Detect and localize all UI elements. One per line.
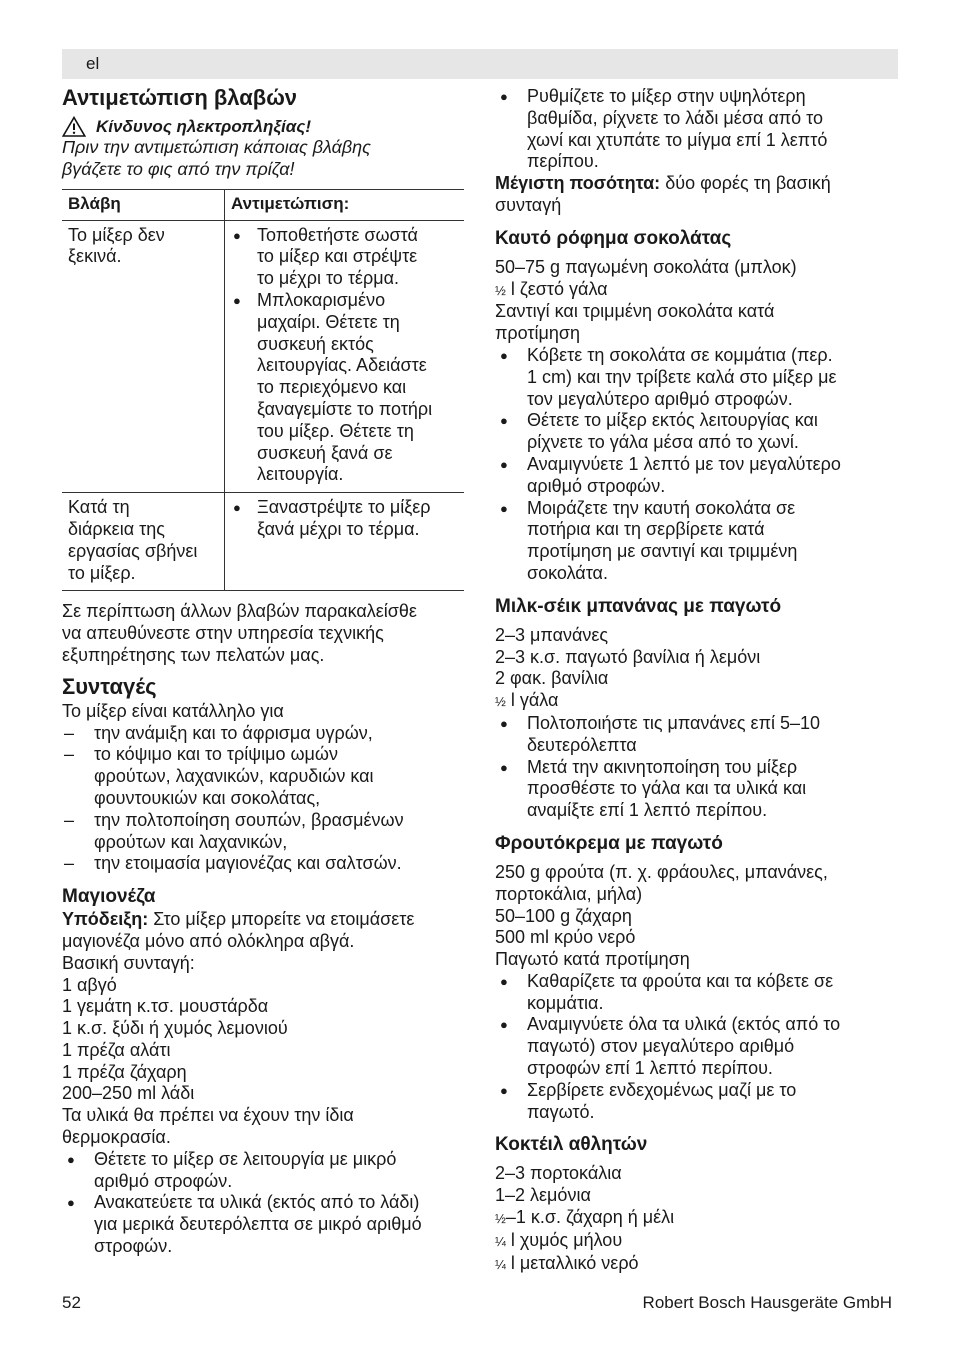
mayo-step: [62, 1149, 464, 1193]
text-line: [62, 909, 464, 931]
ingredient-text: –1 κ.σ. ζάχαρη ή μέλι: [505, 1207, 675, 1228]
fraction: ½: [495, 282, 506, 298]
text-line: θερμοκρασία.: [62, 1127, 171, 1148]
max-label: Μέγιστη ποσότητα:: [495, 173, 661, 194]
text-line: ● Ανακατεύετε τα υλικά (εκτός από το λάδι): [94, 1192, 420, 1213]
text-line: φουντουκιών και σοκολάτας,: [94, 787, 321, 808]
ingredient: 1–2 λεμόνια: [495, 1185, 591, 1206]
text-line: προτίμηση: [495, 323, 581, 344]
table-header-fault: Βλάβη: [62, 189, 225, 220]
troubleshooting-table: [62, 189, 464, 592]
max-text: δύο φορές τη βασική: [665, 173, 831, 194]
text-line: ● Ρυθμίζετε το μίξερ στην υψηλότερη: [527, 86, 806, 106]
fraction: ¼: [495, 1233, 506, 1249]
note-text: Στο μίξερ μπορείτε να ετοιμάσετε: [153, 909, 415, 930]
text-line: συνταγή: [495, 194, 562, 215]
choc-step: [495, 345, 898, 410]
recipes-intro: Το μίξερ είναι κατάλληλο για: [62, 700, 284, 721]
shake-title: Μιλκ-σέικ μπανάνας με παγωτό: [495, 595, 782, 617]
text-line: συσκευή ξανά σε: [257, 442, 393, 463]
text-line: ρίχνετε το γάλα μέσα από το χωνί.: [527, 432, 799, 453]
remedy-item: [231, 497, 458, 541]
text-line: αριθμό στροφών.: [527, 475, 666, 496]
text-line: 500 ml κρύο νερό: [495, 927, 636, 948]
fault-cell: [62, 493, 225, 591]
text-line: ξαναγεμίστε το ποτήρι: [257, 398, 433, 419]
text-line: να απευθύνεστε στην υπηρεσία τεχνικής: [62, 623, 384, 644]
text-line: μαχαίρι. Θέτετε τη: [257, 311, 400, 332]
text-line: εργασίας σβήνει: [68, 540, 198, 561]
fraction: ¼: [495, 1256, 506, 1272]
text-line: 1 πρέζα αλάτι: [62, 1039, 171, 1060]
mayo-step: [62, 1192, 464, 1257]
text-line: λειτουργίας. Αδειάστε: [257, 355, 427, 376]
ingredient-text: l γάλα: [505, 690, 559, 711]
choc-step: [495, 410, 898, 454]
use-item: [62, 744, 464, 809]
fraction: ½: [495, 1211, 506, 1227]
cocktail-title: Κοκτέιλ αθλητών: [495, 1134, 648, 1156]
text-line: Βασική συνταγή:: [62, 952, 195, 973]
text-line: πορτοκάλια, μήλα): [495, 883, 643, 904]
footer-company: Robert Bosch Hausgeräte GmbH: [642, 1293, 892, 1312]
recipes-title: Συνταγές: [62, 673, 157, 699]
warning-text: [62, 137, 464, 181]
remedy-cell: [225, 220, 465, 493]
text-line: – την ανάμιξη και το άφρισμα υγρών,: [94, 722, 373, 743]
text-line: ● Τοποθετήστε σωστά: [257, 224, 418, 245]
text-line: προσθέστε το γάλα και τα υλικά και: [527, 778, 807, 799]
text-line: λειτουργία.: [257, 464, 344, 485]
warning-title: Κίνδυνος ηλεκτροπληξίας!: [96, 116, 311, 136]
text-line: παγωτό) στον μεγαλύτερο αριθμό: [527, 1036, 795, 1057]
text-line: [495, 173, 898, 195]
troubleshooting-title: Αντιμετώπιση βλαβών: [62, 85, 298, 110]
text-line: – την ετοιμασία μαγιονέζας και σαλτσών.: [94, 853, 402, 874]
mayo-note: [62, 909, 464, 953]
text-line: Πριν την αντιμετώπιση κάποιας βλάβης: [62, 137, 371, 157]
ingredient: 2–3 πορτοκάλια: [495, 1163, 622, 1184]
text-line: βαθμίδα, ρίχνετε το λάδι μέσα από το: [527, 107, 824, 128]
text-line: μαγιονέζα μόνο από ολόκληρα αβγά.: [62, 930, 355, 951]
fruit-title: Φρουτόκρεμα με παγωτό: [495, 832, 723, 854]
text-line: Παγωτό κατά προτίμηση: [495, 949, 690, 970]
ingredient: [495, 279, 898, 302]
text-line: ξανά μέχρι το τέρμα.: [257, 518, 420, 539]
shake-step: [495, 713, 898, 757]
warning-heading: [62, 116, 464, 137]
remedy-item: [231, 225, 458, 290]
text-line: ● Μοιράζετε την καυτή σοκολάτα σε: [527, 497, 796, 518]
text-line: το μέχρι το τέρμα.: [257, 268, 399, 289]
text-line: Σε περίπτωση άλλων βλαβών παρακαλείσθε: [62, 601, 417, 622]
text-line: συσκευή εκτός: [257, 333, 374, 354]
text-line: αναμίξτε επί 1 λεπτό περίπου.: [527, 800, 768, 821]
mayo-title: Μαγιονέζα: [62, 886, 156, 908]
use-item: [62, 723, 464, 745]
text-line: 1 κ.σ. ξύδι ή χυμός λεμονιού: [62, 1018, 288, 1039]
remedy-cell: [225, 493, 465, 591]
use-item: [62, 810, 464, 854]
text-line: βγάζετε το φις από την πρίζα!: [62, 158, 295, 179]
warning-triangle-icon: [62, 116, 86, 137]
shake-step: [495, 757, 898, 822]
text-line: 200–250 ml λάδι: [62, 1083, 195, 1104]
text-line: ● Ξαναστρέψτε το μίξερ: [257, 497, 431, 518]
text-line: το μίξερ και στρέψτε: [257, 246, 418, 267]
ingredients: [495, 862, 898, 971]
text-line: 1 αβγό: [62, 974, 117, 995]
text-line: ● Θέτετε το μίξερ εκτός λειτουργίας και: [527, 410, 818, 431]
max-quantity: [495, 173, 898, 217]
ingredient: [495, 1207, 898, 1230]
choc-step: [495, 498, 898, 585]
ingredient-text: l μεταλλικό νερό: [505, 1252, 639, 1273]
text-line: ξεκινά.: [68, 246, 122, 267]
text-line: κομμάτια.: [527, 992, 604, 1013]
ingredient: [495, 301, 898, 345]
text-line: 2 φακ. βανίλια: [495, 668, 609, 689]
text-line: παγωτό.: [527, 1101, 595, 1122]
language-bar: [62, 49, 898, 79]
text-line: Το μίξερ δεν: [68, 224, 165, 245]
text-line: ● Θέτετε το μίξερ σε λειτουργία με μικρό: [94, 1148, 397, 1169]
fraction: ½: [495, 694, 506, 710]
fruit-step: [495, 1080, 898, 1124]
text-line: του μίξερ. Θέτετε τη: [257, 420, 414, 441]
text-line: προτίμηση με σαντιγί και τριμμένη: [527, 541, 798, 562]
text-line: φρούτων και λαχανικών,: [94, 831, 288, 852]
text-line: σοκολάτα.: [527, 562, 608, 583]
ingredient-text: l χυμός μήλου: [505, 1229, 623, 1250]
text-line: ● Μπλοκαρισμένο: [257, 289, 386, 310]
text-line: – το κόψιμο και το τρίψιμο ωμών: [94, 744, 338, 765]
text-line: ● Κόβετε τη σοκολάτα σε κομμάτια (περ.: [527, 344, 833, 365]
right-column: [495, 86, 898, 1275]
left-column: [62, 84, 464, 1258]
text-line: 250 g φρούτα (π. χ. φράουλες, μπανάνες,: [495, 861, 828, 882]
fruit-step: [495, 1014, 898, 1079]
ingredient: [495, 690, 898, 713]
text-line: δευτερόλεπτα: [527, 734, 637, 755]
text-line: για μερικά δευτερόλεπτα σε μικρό αριθμό: [94, 1214, 422, 1235]
text-line: φρούτων, λαχανικών, καρυδιών και: [94, 766, 374, 787]
text-line: ποτήρια και τη σερβίρετε κατά: [527, 519, 765, 540]
text-line: εξυπηρέτησης των πελατών μας.: [62, 644, 325, 665]
fruit-step: [495, 971, 898, 1015]
text-line: 2–3 κ.σ. παγωτό βανίλια ή λεμόνι: [495, 646, 761, 667]
text-line: ● Πολτοποιήστε τις μπανάνες επί 5–10: [527, 712, 821, 733]
text-line: 50–100 g ζάχαρη: [495, 905, 632, 926]
other-faults-text: [62, 601, 464, 666]
page-number: 52: [62, 1293, 81, 1312]
ingredient: [495, 1230, 898, 1253]
mayo-ingredients: [62, 953, 464, 1149]
ingredient-text: l ζεστό γάλα: [505, 278, 608, 299]
ingredient: 50–75 g παγωμένη σοκολάτα (μπλοκ): [495, 256, 797, 277]
note-label: Υπόδειξη:: [62, 909, 149, 930]
text-line: Σαντιγί και τριμμένη σοκολάτα κατά: [495, 301, 775, 322]
text-line: ● Μετά την ακινητοποίηση του μίξερ: [527, 756, 798, 777]
text-line: 1 πρέζα ζάχαρη: [62, 1061, 187, 1082]
choc-title: Καυτό ρόφημα σοκολάτας: [495, 227, 732, 249]
text-line: – την πολτοποίηση σουπών, βρασμένων: [94, 809, 404, 830]
table-header-remedy: Αντιμετώπιση:: [225, 189, 465, 220]
text-line: 1 γεμάτη κ.τσ. μουστάρδα: [62, 996, 269, 1017]
text-line: στροφών επί 1 λεπτό περίπου.: [527, 1058, 773, 1079]
language-code: el: [86, 54, 100, 73]
text-line: τον μεγαλύτερο αριθμό στροφών.: [527, 388, 793, 409]
text-line: ● Αναμιγνύετε 1 λεπτό με τον μεγαλύτερο: [527, 453, 841, 474]
text-line: Κατά τη: [68, 497, 130, 518]
choc-step: [495, 454, 898, 498]
text-line: το μίξερ.: [68, 562, 136, 583]
text-line: αριθμό στροφών.: [94, 1170, 233, 1191]
ingredient: [495, 1253, 898, 1276]
mayo-step: [495, 86, 898, 173]
text-line: διάρκεια της: [68, 518, 165, 539]
text-line: χωνί και χτυπάτε το μίγμα επί 1 λεπτό: [527, 129, 828, 150]
text-line: το περιεχόμενο και: [257, 377, 407, 398]
text-line: ● Καθαρίζετε τα φρούτα και τα κόβετε σε: [527, 970, 834, 991]
text-line: στροφών.: [94, 1236, 173, 1257]
table-row: [62, 220, 464, 493]
fault-cell: [62, 220, 225, 493]
remedy-item: [231, 290, 458, 486]
use-item: [62, 853, 464, 875]
table-row: [62, 493, 464, 591]
text-line: ● Αναμιγνύετε όλα τα υλικά (εκτός από το: [527, 1014, 841, 1035]
ingredients: [495, 625, 898, 690]
text-line: ● Σερβίρετε ενδεχομένως μαζί με το: [527, 1079, 797, 1100]
text-line: 2–3 μπανάνες: [495, 624, 609, 645]
text-line: 1 cm) και την τρίβετε καλά στο μίξερ με: [527, 366, 837, 387]
text-line: περίπου.: [527, 151, 599, 172]
text-line: Τα υλικά θα πρέπει να έχουν την ίδια: [62, 1105, 354, 1126]
